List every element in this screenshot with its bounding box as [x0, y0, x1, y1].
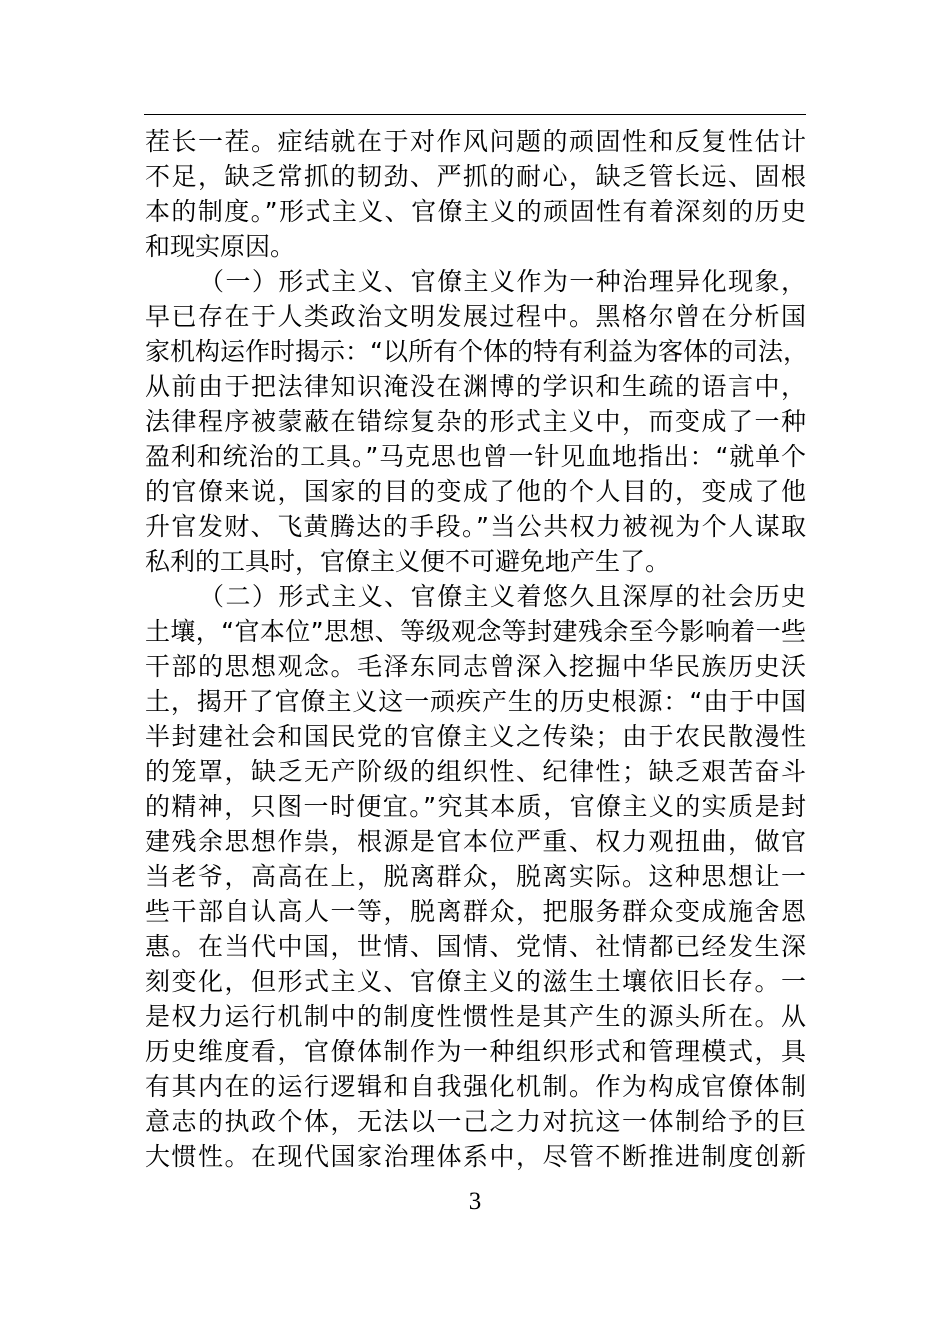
text-line: 私利的工具时，官僚主义便不可避免地产生了。 [145, 547, 671, 576]
text-line: 刻变化，但形式主义、官僚主义的滋生土壤依旧长存。一 [145, 967, 806, 996]
text-line: 茬长一茬。症结就在于对作风问题的顽固性和反复性估计 [145, 127, 806, 156]
text-line: 的笼罩，缺乏无产阶级的组织性、纪律性；缺乏艰苦奋斗 [145, 757, 806, 786]
text-line: 和现实原因。 [145, 232, 296, 261]
text-line: 建残余思想作祟，根源是官本位严重、权力观扭曲，做官 [145, 827, 806, 856]
text-line: 历史维度看，官僚体制作为一种组织形式和管理模式，具 [145, 1037, 806, 1066]
text-line: 干部的思想观念。毛泽东同志曾深入挖掘中华民族历史沃 [145, 652, 806, 681]
text-line: 升官发财、飞黄腾达的手段。”当公共权力被视为个人谋取 [145, 512, 806, 541]
text-line: 些干部自认高人一等，脱离群众，把服务群众变成施舍恩 [145, 897, 806, 926]
text-line: 大惯性。在现代国家治理体系中，尽管不断推进制度创新 [145, 1142, 806, 1171]
text-line: 家机构运作时揭示：“以所有个体的特有利益为客体的司法， [145, 337, 808, 366]
text-line: 土壤，“官本位”思想、等级观念等封建残余至今影响着一些 [145, 617, 806, 646]
text-line: 半封建社会和国民党的官僚主义之传染；由于农民散漫性 [145, 722, 806, 751]
paragraph-first-line: （二）形式主义、官僚主义着悠久且深厚的社会历史 [199, 582, 806, 611]
text-line: 当老爷，高高在上，脱离群众，脱离实际。这种思想让一 [145, 862, 806, 891]
text-line: 法律程序被蒙蔽在错综复杂的形式主义中，而变成了一种 [145, 407, 806, 436]
paragraph-first-line: （一）形式主义、官僚主义作为一种治理异化现象， [199, 267, 806, 296]
text-line: 有其内在的运行逻辑和自我强化机制。作为构成官僚体制 [145, 1072, 806, 1101]
text-line: 不足，缺乏常抓的韧劲、严抓的耐心，缺乏管长远、固根 [145, 162, 806, 191]
text-line: 是权力运行机制中的制度性惯性是其产生的源头所在。从 [145, 1002, 806, 1031]
text-line: 意志的执政个体，无法以一己之力对抗这一体制给予的巨 [145, 1107, 806, 1136]
page-number: 3 [468, 1188, 482, 1215]
text-line: 本的制度。”形式主义、官僚主义的顽固性有着深刻的历史 [145, 197, 806, 226]
text-line: 的精神，只图一时便宜。”究其本质，官僚主义的实质是封 [145, 792, 806, 821]
text-line: 早已存在于人类政治文明发展过程中。黑格尔曾在分析国 [145, 302, 806, 331]
header-rule [144, 114, 806, 115]
text-line: 惠。在当代中国，世情、国情、党情、社情都已经发生深 [145, 932, 806, 961]
text-line: 的官僚来说，国家的目的变成了他的个人目的，变成了他 [145, 477, 806, 506]
body-text [145, 124, 806, 1174]
text-line: 从前由于把法律知识淹没在渊博的学识和生疏的语言中， [145, 372, 806, 401]
text-line: 土，揭开了官僚主义这一顽疾产生的历史根源：“由于中国 [145, 687, 806, 716]
text-line: 盈利和统治的工具。”马克思也曾一针见血地指出：“就单个 [145, 442, 806, 471]
